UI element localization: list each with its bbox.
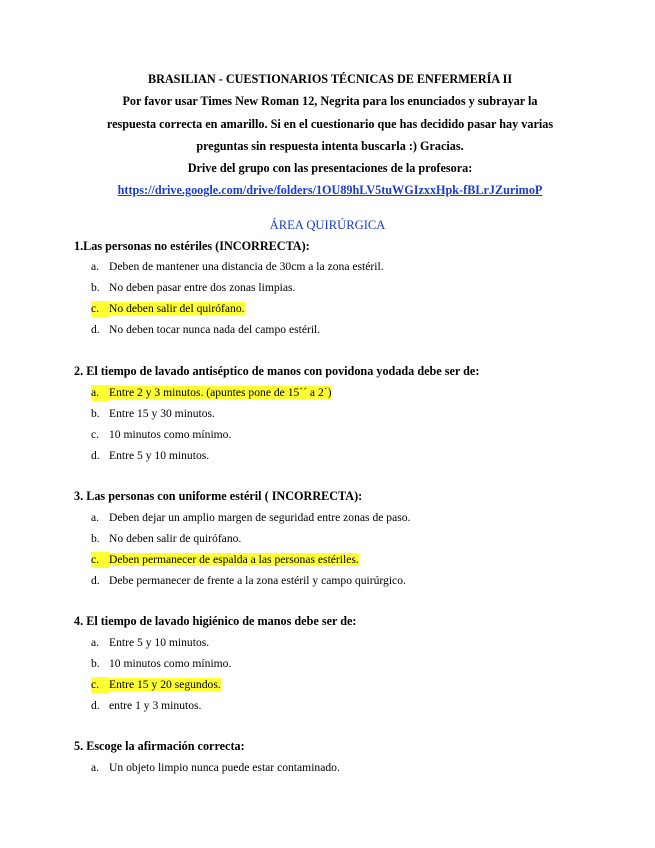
option-2c <box>91 427 231 443</box>
option-letter: c. <box>91 677 109 693</box>
option-letter: c. <box>91 552 109 568</box>
option-letter: a. <box>91 385 109 401</box>
option-letter: c. <box>91 301 109 317</box>
document-title: BRASILIAN - CUESTIONARIOS TÉCNICAS DE ENFERMERÍA II <box>147 72 513 86</box>
question-1 <box>74 239 310 254</box>
option-2a-correct <box>91 385 331 401</box>
option-4a <box>91 635 209 651</box>
drive-label: Drive del grupo con las presentaciones de la profesora: <box>187 161 473 176</box>
option-text: Entre 15 y 20 segundos. <box>109 678 221 691</box>
option-letter: b. <box>91 532 100 545</box>
option-text: No deben pasar entre dos zonas limpias. <box>109 281 296 294</box>
question-5 <box>74 739 245 754</box>
option-2d <box>91 448 209 464</box>
question-text: 3. Las personas con uniforme estéril ( INCORRECTA): <box>74 489 363 503</box>
option-letter: d. <box>91 323 100 336</box>
drive-link[interactable]: https://drive.google.com/drive/folders/1OU89hLV5tuWGIzxxHpk-fBLrJZurimoP <box>117 183 543 198</box>
question-4 <box>74 614 356 629</box>
option-letter: d. <box>91 699 100 712</box>
option-letter: d. <box>91 449 100 462</box>
option-4b <box>91 656 231 672</box>
option-3b <box>91 531 241 547</box>
instructions-line-3: preguntas sin respuesta intenta buscarla :) Gracias. <box>196 138 464 153</box>
option-text: No deben salir del quirófano. <box>109 302 245 315</box>
instructions-line-1: Por favor usar Times New Roman 12, Negrita para los enunciados y subrayar la <box>122 94 538 109</box>
option-text: No deben salir de quirófano. <box>109 532 242 545</box>
option-4d <box>91 698 201 714</box>
option-letter: a. <box>91 636 100 649</box>
question-text: 1.Las personas no estériles (INCORRECTA): <box>74 239 310 253</box>
option-letter: b. <box>91 407 100 420</box>
option-letter: a. <box>91 761 100 774</box>
option-text: 10 minutos como mínimo. <box>109 428 232 441</box>
option-text: Un objeto limpio nunca puede estar contaminado. <box>109 761 340 774</box>
question-text: 5. Escoge la afirmación correcta: <box>74 739 245 753</box>
option-text: Entre 15 y 30 minutos. <box>109 407 215 420</box>
option-1c-correct <box>91 301 245 317</box>
option-3a <box>91 510 410 526</box>
option-letter: c. <box>91 428 100 441</box>
option-text: No deben tocar nunca nada del campo estéril. <box>109 323 321 336</box>
question-text: 4. El tiempo de lavado higiénico de manos debe ser de: <box>74 614 357 628</box>
option-text: Entre 5 y 10 minutos. <box>109 449 210 462</box>
option-1d <box>91 322 320 338</box>
instructions-line-2: respuesta correcta en amarillo. Si en el cuestionario que has decidido pasar hay varias <box>106 116 554 131</box>
document-header <box>60 68 600 202</box>
option-text: Deben permanecer de espalda a las personas estériles. <box>109 553 359 566</box>
question-3 <box>74 489 362 504</box>
option-text: Entre 2 y 3 minutos. (apuntes pone de 15´´ a 2´) <box>109 386 332 399</box>
option-letter: b. <box>91 657 100 670</box>
option-2b <box>91 406 215 422</box>
option-text: Debe permanecer de frente a la zona estéril y campo quirúrgico. <box>109 574 406 587</box>
question-2 <box>74 364 479 379</box>
option-text: Entre 5 y 10 minutos. <box>109 636 210 649</box>
option-text: Deben de mantener una distancia de 30cm a la zona estéril. <box>109 260 384 273</box>
option-1a <box>91 259 384 275</box>
option-text: 10 minutos como mínimo. <box>109 657 232 670</box>
option-text: entre 1 y 3 minutos. <box>109 699 202 712</box>
option-letter: d. <box>91 574 100 587</box>
option-letter: a. <box>91 511 100 524</box>
option-3d <box>91 573 406 589</box>
option-letter: a. <box>91 260 100 273</box>
option-1b <box>91 280 295 296</box>
option-letter: b. <box>91 281 100 294</box>
option-text: Deben dejar un amplio margen de seguridad entre zonas de paso. <box>109 511 411 524</box>
question-text: 2. El tiempo de lavado antiséptico de manos con povidona yodada debe ser de: <box>74 364 480 378</box>
option-5a <box>91 760 340 776</box>
section-title: ÁREA QUIRÚRGICA <box>269 218 386 232</box>
option-4c-correct <box>91 677 221 693</box>
option-3c-correct <box>91 552 359 568</box>
